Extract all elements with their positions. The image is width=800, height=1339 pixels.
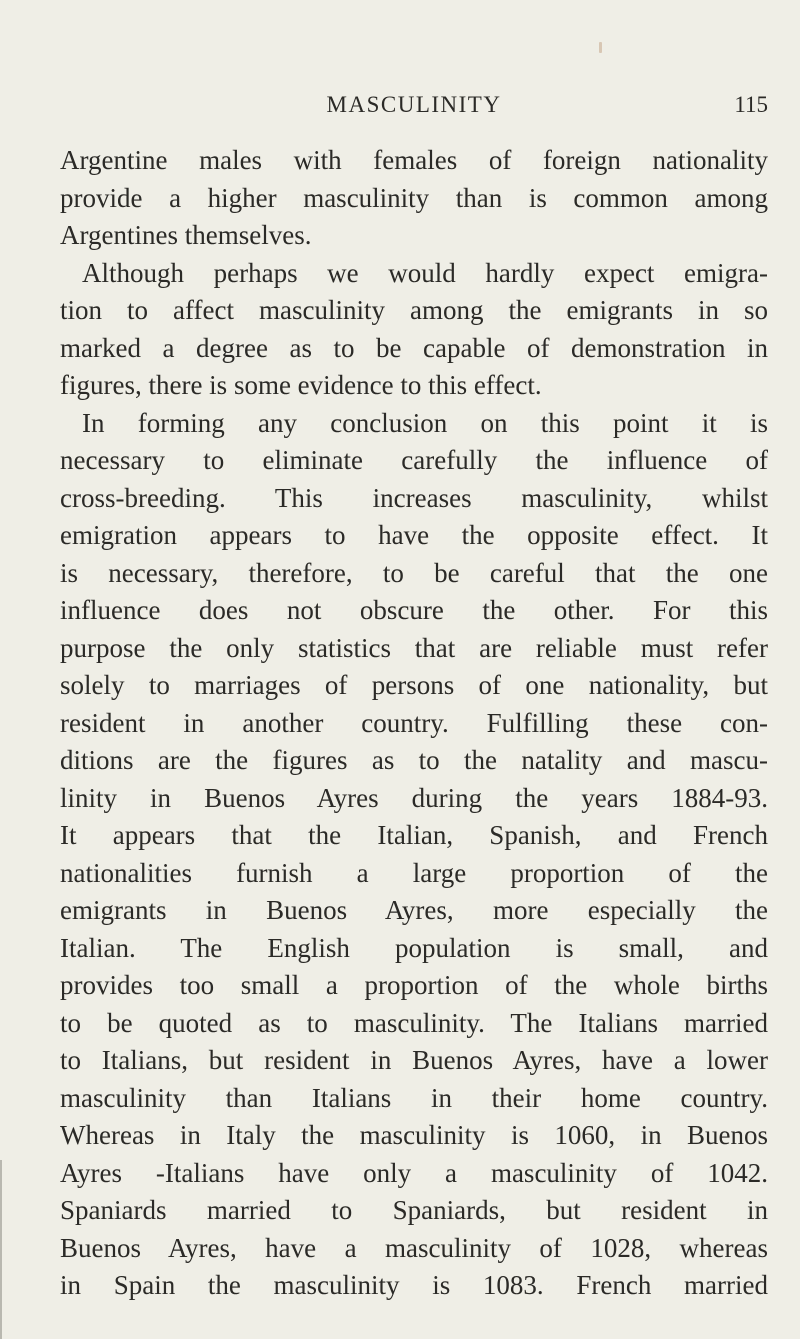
text-line: necessary to eliminate carefully the influence of	[60, 445, 768, 475]
text-line: nationalities furnish a large proportion of the	[60, 857, 768, 888]
text-line: Argentines themselves.	[60, 220, 312, 250]
text-line: In forming any conclusion on this point it is	[82, 407, 768, 438]
text-line: linity in Buenos Ayres during the years 1884-93.	[60, 782, 768, 813]
text-line: in Spain the masculinity is 1083. French married	[60, 1270, 768, 1300]
text-line: emigration appears to have the opposite effect. It	[60, 520, 768, 550]
page-number: 115	[734, 92, 768, 117]
page-header	[60, 90, 768, 126]
text-line: resident in another country. Fulfilling these con-	[60, 707, 768, 738]
text-line: masculinity than Italians in their home country.	[60, 1082, 768, 1113]
paper-speck	[599, 42, 602, 53]
text-line: Buenos Ayres, have a masculinity of 1028, whereas	[60, 1232, 768, 1263]
text-line: Although perhaps we would hardly expect emigra-	[82, 257, 768, 288]
text-line: marked a degree as to be capable of demonstration in	[60, 332, 768, 363]
text-line: cross-breeding. This increases masculinity, whilst	[60, 482, 768, 513]
text-line: provides too small a proportion of the whole births	[60, 970, 768, 1000]
text-line: to Italians, but resident in Buenos Ayres, have a lower	[60, 1045, 768, 1075]
page-edge-shadow	[0, 1160, 2, 1339]
text-line: Whereas in Italy the masculinity is 1060, in Buenos	[60, 1120, 768, 1150]
text-line: Ayres -Italians have only a masculinity of 1042.	[60, 1157, 768, 1188]
running-head: MASCULINITY	[326, 92, 502, 117]
text-line: influence does not obscure the other. For this	[60, 595, 768, 625]
text-line: figures, there is some evidence to this effect.	[60, 370, 542, 400]
text-line: provide a higher masculinity than is common among	[60, 182, 768, 213]
text-line: to be quoted as to masculinity. The Italians married	[60, 1007, 768, 1038]
text-line: Argentine males with females of foreign nationality	[60, 145, 768, 175]
text-line: emigrants in Buenos Ayres, more especially the	[60, 895, 768, 925]
text-line: Spaniards married to Spaniards, but resident in	[60, 1195, 768, 1225]
text-line: It appears that the Italian, Spanish, and French	[60, 820, 768, 850]
text-line: is necessary, therefore, to be careful that the one	[60, 557, 768, 588]
text-line: Italian. The English population is small, and	[60, 932, 768, 963]
body-text	[60, 142, 768, 1305]
text-line: tion to affect masculinity among the emigrants in so	[60, 295, 768, 325]
text-line: purpose the only statistics that are reliable must refer	[60, 632, 768, 663]
text-line: solely to marriages of persons of one nationality, but	[60, 670, 768, 700]
text-line: ditions are the figures as to the natality and mascu-	[60, 745, 768, 775]
